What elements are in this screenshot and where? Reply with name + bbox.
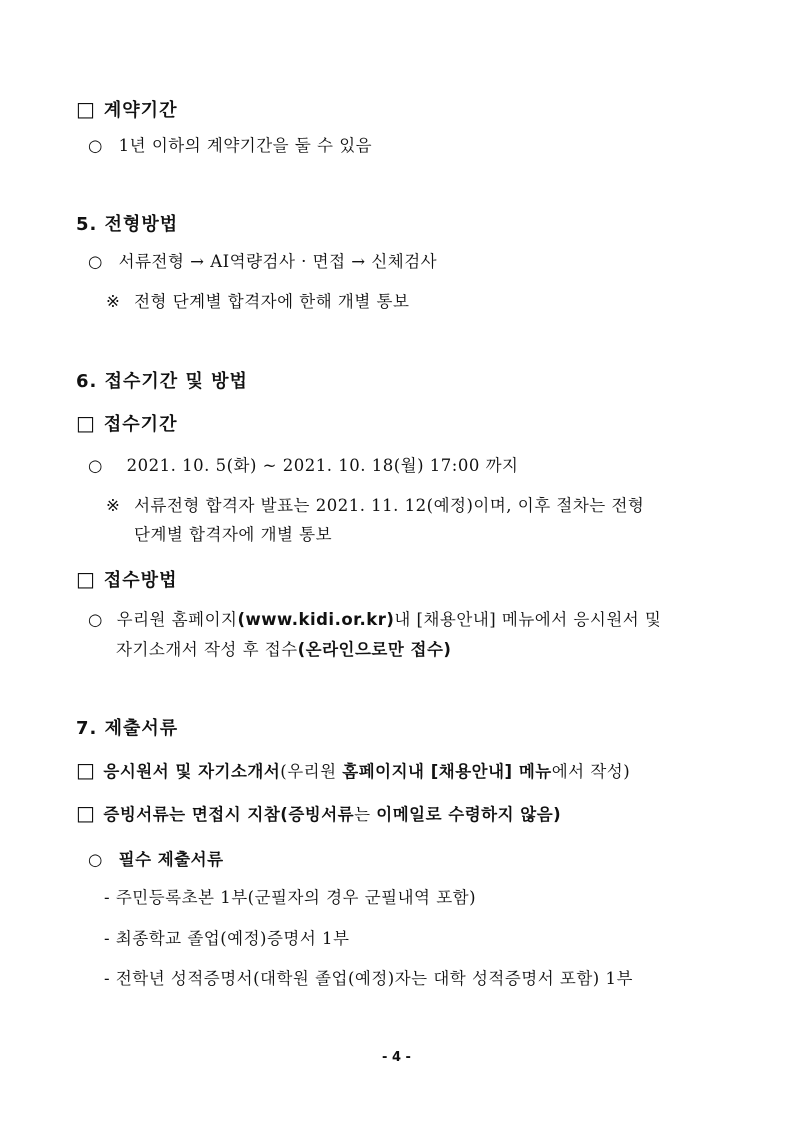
doc-text: 에서 작성) <box>551 762 631 781</box>
list-item <box>88 132 372 156</box>
doc-title: 증빙서류는 면접시 지참(증빙서류 <box>103 805 355 824</box>
item-text: 내 [채용안내] 메뉴에서 응시원서 및 <box>394 610 662 629</box>
section-application-method <box>76 566 177 592</box>
circle-bullet-icon: ○ <box>88 610 103 629</box>
note-text: 전형 단계별 합격자에 한해 개별 통보 <box>134 292 410 311</box>
section-application-form <box>76 758 630 782</box>
section-title: 접수방법 <box>103 570 178 591</box>
page-number: - 4 - <box>382 1050 411 1065</box>
required-documents-header <box>88 846 224 870</box>
doc-title: 응시원서 및 자기소개서 <box>103 762 281 781</box>
list-item: - 최종학교 졸업(예정)증명서 1부 <box>104 929 350 948</box>
item-text: 1년 이하의 계약기간을 둘 수 있음 <box>118 136 373 155</box>
section-contract-period <box>76 96 177 122</box>
section-proof-documents <box>76 801 561 825</box>
section-application-period <box>76 410 177 436</box>
list-item: - 주민등록초본 1부(군필자의 경우 군필내역 포함) <box>104 888 477 907</box>
heading-required-documents: 7. 제출서류 <box>76 718 179 739</box>
item-title: 필수 제출서류 <box>118 850 224 869</box>
heading-application-period-method: 6. 접수기간 및 방법 <box>76 371 248 392</box>
heading-selection-method: 5. 전형방법 <box>76 214 179 235</box>
item-text: 우리원 홈페이지 <box>116 610 238 629</box>
website-url: (www.kidi.or.kr) <box>237 610 395 629</box>
doc-location: 홈페이지내 [채용안내] 메뉴 <box>342 762 552 781</box>
checkbox-square-icon: □ <box>76 411 96 435</box>
list-item-continued <box>116 636 451 660</box>
checkbox-square-icon: □ <box>76 567 96 591</box>
section-title: 계약기간 <box>103 100 178 121</box>
checkbox-square-icon: □ <box>76 758 96 782</box>
circle-bullet-icon: ○ <box>88 850 103 869</box>
note-text: 서류전형 합격자 발표는 2021. 11. 12(예정)이며, 이후 절차는 전형 <box>134 496 645 515</box>
doc-text: 는 <box>354 805 377 824</box>
section-title: 접수기간 <box>103 414 178 435</box>
list-item <box>88 248 437 272</box>
reference-mark-icon: ※ <box>106 496 121 515</box>
online-only-note: (온라인으로만 접수) <box>297 640 452 659</box>
reference-mark-icon: ※ <box>106 292 121 311</box>
item-text: 서류전형 → AI역량검사 · 면접 → 신체검사 <box>118 252 438 271</box>
circle-bullet-icon: ○ <box>88 456 103 475</box>
doc-note: 이메일로 수령하지 않음) <box>376 805 562 824</box>
list-item <box>88 606 661 630</box>
item-text: 2021. 10. 5(화) ~ 2021. 10. 18(월) 17:00 까지 <box>126 456 519 475</box>
item-text: 자기소개서 작성 후 접수 <box>116 640 298 659</box>
checkbox-square-icon: □ <box>76 97 96 121</box>
doc-text: (우리원 <box>280 762 343 781</box>
list-item: - 전학년 성적증명서(대학원 졸업(예정)자는 대학 성적증명서 포함) 1부 <box>104 969 633 988</box>
checkbox-square-icon: □ <box>76 801 96 825</box>
list-item <box>88 452 518 476</box>
note <box>106 492 644 516</box>
note <box>106 288 409 312</box>
circle-bullet-icon: ○ <box>88 252 103 271</box>
circle-bullet-icon: ○ <box>88 136 103 155</box>
note-continued: 단계별 합격자에 개별 통보 <box>134 525 333 544</box>
